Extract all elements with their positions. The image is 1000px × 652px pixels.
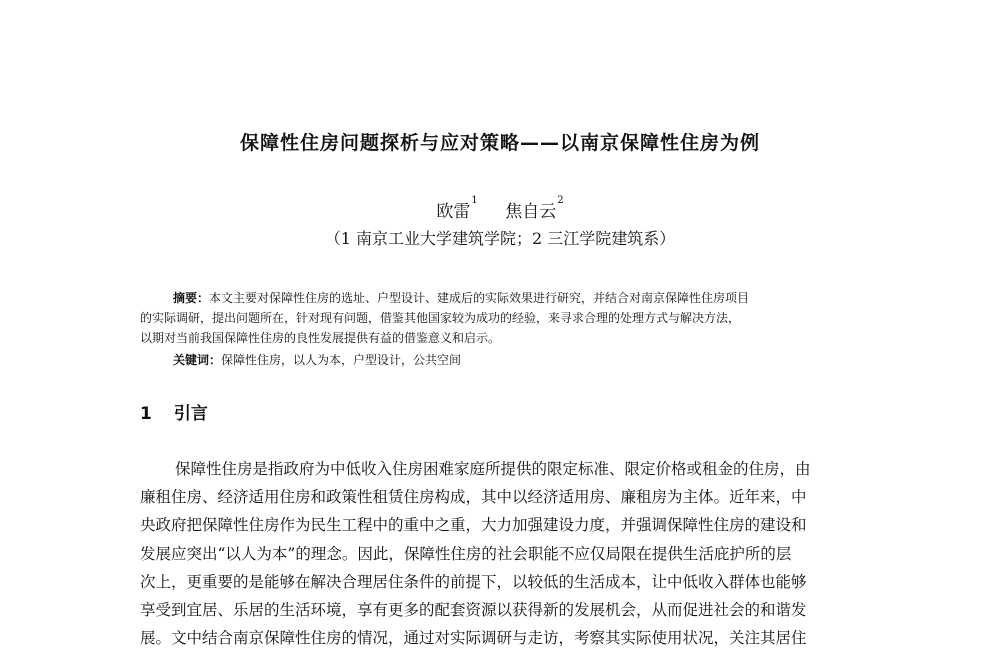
author <box>436 195 478 222</box>
body-line: 保障性住房是指政府为中低收入住房困难家庭所提供的限定标准、限定价格或租金的住房，由 <box>175 460 811 478</box>
author-affiliation-mark: 2 <box>557 195 564 206</box>
keywords-text: 保障性住房，以人为本，户型设计，公共空间 <box>221 353 462 367</box>
keywords <box>173 351 461 368</box>
paper-title: 保障性住房问题探析与应对策略——以南京保障性住房为例 <box>239 132 760 154</box>
author-affiliation-mark: 1 <box>471 195 478 206</box>
abstract-text: 本文主要对保障性住房的选址、户型设计、建成后的实际效果进行研究，并结合对南京保障性住房项目 <box>209 291 750 305</box>
section-heading <box>140 399 208 424</box>
body-line: 次上，更重要的是能够在解决合理居住条件的前提下，以较低的生活成本，让中低收入群体也能够 <box>140 572 807 591</box>
body-text <box>140 455 892 652</box>
body-line: 发展应突出“以人为本”的理念。因此，保障性住房的社会职能不应仅局限在提供生活庇护所的层 <box>140 544 792 563</box>
abstract-line <box>173 288 892 308</box>
body-line: 享受到宜居、乐居的生活环境，享有更多的配套资源以获得新的发展机会，从而促进社会的和谐发 <box>140 601 807 620</box>
keywords-label: 关键词： <box>173 353 222 367</box>
section-title: 引言 <box>173 404 208 424</box>
abstract-line: 以期对当前我国保障性住房的良性发展提供有益的借鉴意义和启示。 <box>140 331 501 345</box>
author-name: 焦自云 <box>505 202 557 222</box>
abstract <box>140 288 892 348</box>
abstract-line: 的实际调研，提出问题所在，针对现有问题，借鉴其他国家较为成功的经验，来寻求合理的处理方式与解决方法， <box>140 311 741 325</box>
author <box>505 195 564 222</box>
author-name: 欧雷 <box>436 202 471 222</box>
body-line: 央政府把保障性住房作为民生工程中的重中之重，大力加强建设力度，并强调保障性住房的建设和 <box>140 516 807 535</box>
abstract-label: 摘要： <box>173 291 210 305</box>
author-list <box>0 197 1000 222</box>
section-number: 1 <box>140 404 152 424</box>
body-line: 廉租住房、经济适用住房和政策性租赁住房构成，其中以经济适用房、廉租房为主体。近年来，中 <box>140 488 807 507</box>
body-line: 展。文中结合南京保障性住房的情况，通过对实际调研与走访，考察其实际使用状况，关注其居住 <box>140 629 807 648</box>
affiliation: （1 南京工业大学建筑学院；2 三江学院建筑系） <box>324 229 676 248</box>
